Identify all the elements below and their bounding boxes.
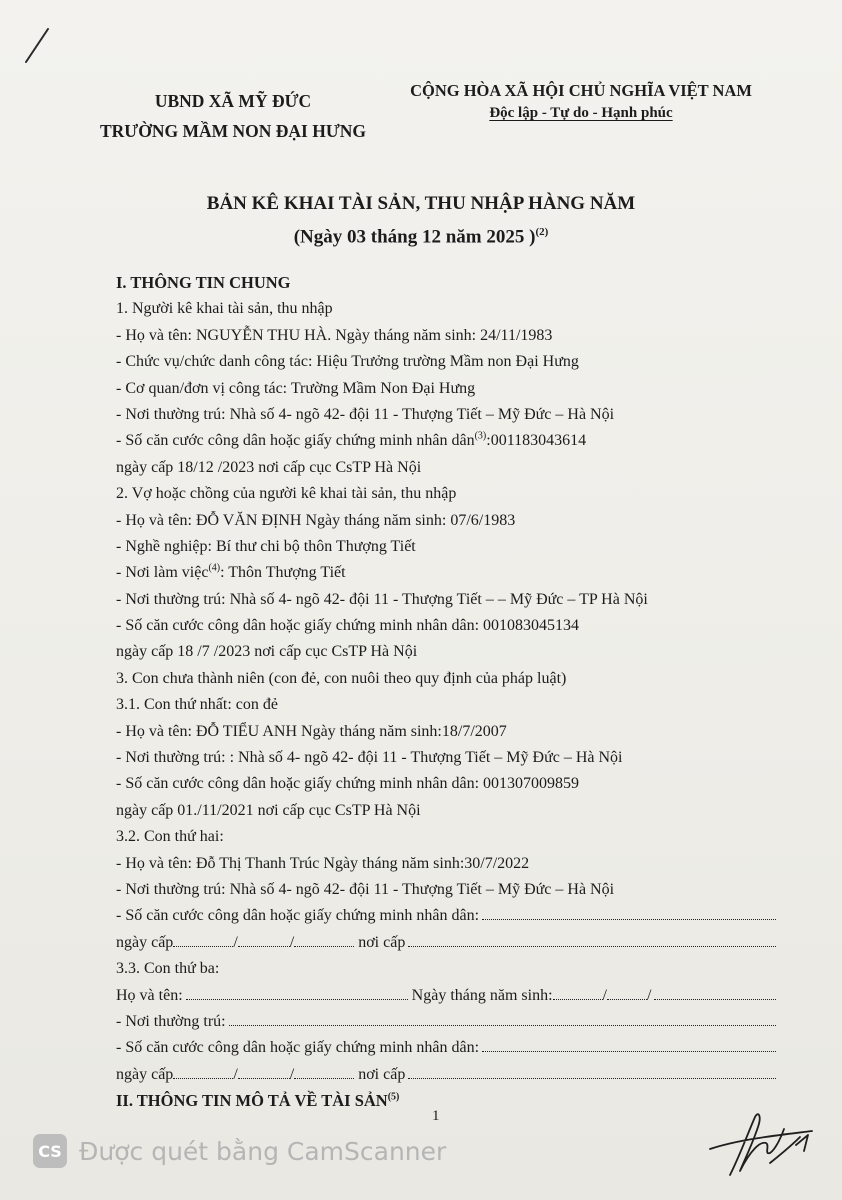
child3-id-label: - Số căn cước công dân hoặc giấy chứng minh nhân dân: (116, 1039, 480, 1057)
spouse-workplace-footnote: (4) (208, 562, 221, 574)
title-line-2 (0, 218, 842, 251)
camscanner-text: Được quét bằng CamScanner (79, 1136, 447, 1166)
child2-id-issue: ngày cấp / / nơi cấp (116, 930, 776, 956)
title-line-1: BẢN KÊ KHAI TÀI SẢN, THU NHẬP HÀNG NĂM (206, 193, 636, 214)
child2-name: - Họ và tên: Đỗ Thị Thanh Trúc Ngày tháng năm sinh:30/7/2022 (116, 854, 530, 872)
declarant-residence: - Nơi thường trú: Nhà số 4- ngõ 42- đội 11 - Thượng Tiết – Mỹ Đức – Hà Nội (116, 405, 615, 423)
child2-place-blank (408, 932, 776, 947)
child1-id: - Số căn cước công dân hoặc giấy chứng minh nhân dân: 001307009859 (116, 775, 580, 793)
commune-name: UBND XÃ MỸ ĐỨC (154, 91, 312, 111)
child3-residence-label: - Nơi thường trú: (116, 1012, 226, 1030)
child3-heading: 3.3. Con thứ ba: (116, 960, 220, 978)
spouse-id-issue: ngày cấp 18 /7 /2023 nơi cấp cục CsTP Hà Nội (116, 643, 418, 661)
section-2-heading (116, 1088, 776, 1114)
child2-issue-month-blank (238, 932, 290, 947)
section-2-footnote: (5) (387, 1091, 400, 1103)
child3-place-label: nơi cấp (358, 1065, 406, 1083)
child3-dob-day-blank (553, 985, 603, 1000)
child3-id (116, 1035, 776, 1061)
children-heading: 3. Con chưa thành niên (con đẻ, con nuôi theo quy định của pháp luật) (116, 669, 567, 687)
national-header (386, 80, 776, 124)
spouse-workplace (116, 560, 776, 586)
declarant-organization: - Cơ quan/đơn vị công tác: Trường Mầm Non Đại Hưng (116, 379, 476, 397)
declarant-id-footnote: (3) (474, 431, 487, 443)
child3-name: Họ và tên: Ngày tháng năm sinh: / / (116, 983, 776, 1009)
country-name: CỘNG HÒA XÃ HỘI CHỦ NGHĨA VIỆT NAM (410, 81, 752, 100)
declarant-id (116, 428, 776, 454)
title-footnote: (2) (535, 226, 549, 238)
motto: Độc lập - Tự do - Hạnh phúc (489, 105, 673, 121)
child2-id (116, 903, 776, 929)
school-name: TRƯỜNG MẦM NON ĐẠI HƯNG (99, 121, 367, 141)
spouse-job: - Nghề nghiệp: Bí thư chi bộ thôn Thượng Tiết (116, 537, 416, 555)
child3-dob-month-blank (607, 985, 647, 1000)
child2-id-label: - Số căn cước công dân hoặc giấy chứng minh nhân dân: (116, 907, 480, 925)
signature (700, 1105, 820, 1185)
pen-mark (22, 26, 52, 64)
camscanner-watermark (33, 1134, 446, 1168)
camscanner-logo-icon: CS (33, 1134, 67, 1168)
child3-issue-day-blank (173, 1064, 233, 1079)
spouse-workplace-value: : Thôn Thượng Tiết (220, 564, 346, 582)
child1-heading: 3.1. Con thứ nhất: con đẻ (116, 696, 278, 714)
child1-residence: - Nơi thường trú: : Nhà số 4- ngõ 42- đội 11 - Thượng Tiết – Mỹ Đức – Hà Nội (116, 749, 623, 767)
child3-issue-year-blank (294, 1064, 354, 1079)
child2-id-blank (482, 905, 776, 920)
child3-residence-blank (229, 1011, 776, 1026)
page-number: 1 (432, 1108, 440, 1124)
declarant-position: - Chức vụ/chức danh công tác: Hiệu Trưởng trường Mầm non Đại Hưng (116, 353, 579, 371)
child1-id-issue: ngày cấp 01./11/2021 nơi cấp cục CsTP Hà Nội (116, 801, 421, 819)
document-title (0, 190, 842, 251)
child3-issue-label: ngày cấp (116, 1065, 174, 1083)
child2-place-label: nơi cấp (358, 933, 406, 951)
document-body (116, 270, 776, 1115)
child3-dob-year-blank (654, 985, 776, 1000)
child2-issue-label: ngày cấp (116, 933, 174, 951)
section-2-title: II. THÔNG TIN MÔ TẢ VỀ TÀI SẢN (116, 1091, 388, 1111)
spouse-id: - Số căn cước công dân hoặc giấy chứng minh nhân dân: 001083045134 (116, 617, 580, 635)
child2-residence: - Nơi thường trú: Nhà số 4- ngõ 42- đội 11 - Thượng Tiết – Mỹ Đức – Hà Nội (116, 880, 615, 898)
issuer-header (78, 86, 388, 146)
child1-name: - Họ và tên: ĐỖ TIỂU ANH Ngày tháng năm sinh:18/7/2007 (116, 722, 507, 740)
spouse-heading: 2. Vợ hoặc chồng của người kê khai tài sản, thu nhập (116, 485, 457, 503)
spouse-residence: - Nơi thường trú: Nhà số 4- ngõ 42- đội 11 - Thượng Tiết – – Mỹ Đức – TP Hà Nội (116, 590, 648, 608)
child2-heading: 3.2. Con thứ hai: (116, 828, 224, 846)
child2-issue-day-blank (173, 932, 233, 947)
child3-residence (116, 1009, 776, 1035)
declarant-id-issue: ngày cấp 18/12 /2023 nơi cấp cục CsTP Hà Nội (116, 458, 422, 476)
child2-issue-year-blank (294, 932, 354, 947)
declarant-id-value: :001183043614 (486, 432, 587, 450)
spouse-workplace-label: - Nơi làm việc (116, 564, 209, 582)
declarant-heading: 1. Người kê khai tài sản, thu nhập (116, 300, 333, 318)
child3-place-blank (408, 1064, 776, 1079)
declarant-id-label: - Số căn cước công dân hoặc giấy chứng minh nhân dân (116, 432, 475, 450)
declarant-name: - Họ và tên: NGUYỄN THU HÀ. Ngày tháng năm sinh: 24/11/1983 (116, 326, 553, 344)
child3-id-issue: ngày cấp / / nơi cấp (116, 1062, 776, 1088)
child3-issue-month-blank (238, 1064, 290, 1079)
child3-name-blank (186, 985, 408, 1000)
title-date: (Ngày 03 tháng 12 năm 2025 ) (293, 226, 536, 248)
child3-name-label: Họ và tên: (116, 986, 183, 1004)
child3-dob-label: Ngày tháng năm sinh: (411, 986, 553, 1004)
section-1-heading: I. THÔNG TIN CHUNG (116, 273, 291, 292)
child3-id-blank (482, 1037, 776, 1052)
spouse-name: - Họ và tên: ĐỖ VĂN ĐỊNH Ngày tháng năm sinh: 07/6/1983 (116, 511, 516, 529)
